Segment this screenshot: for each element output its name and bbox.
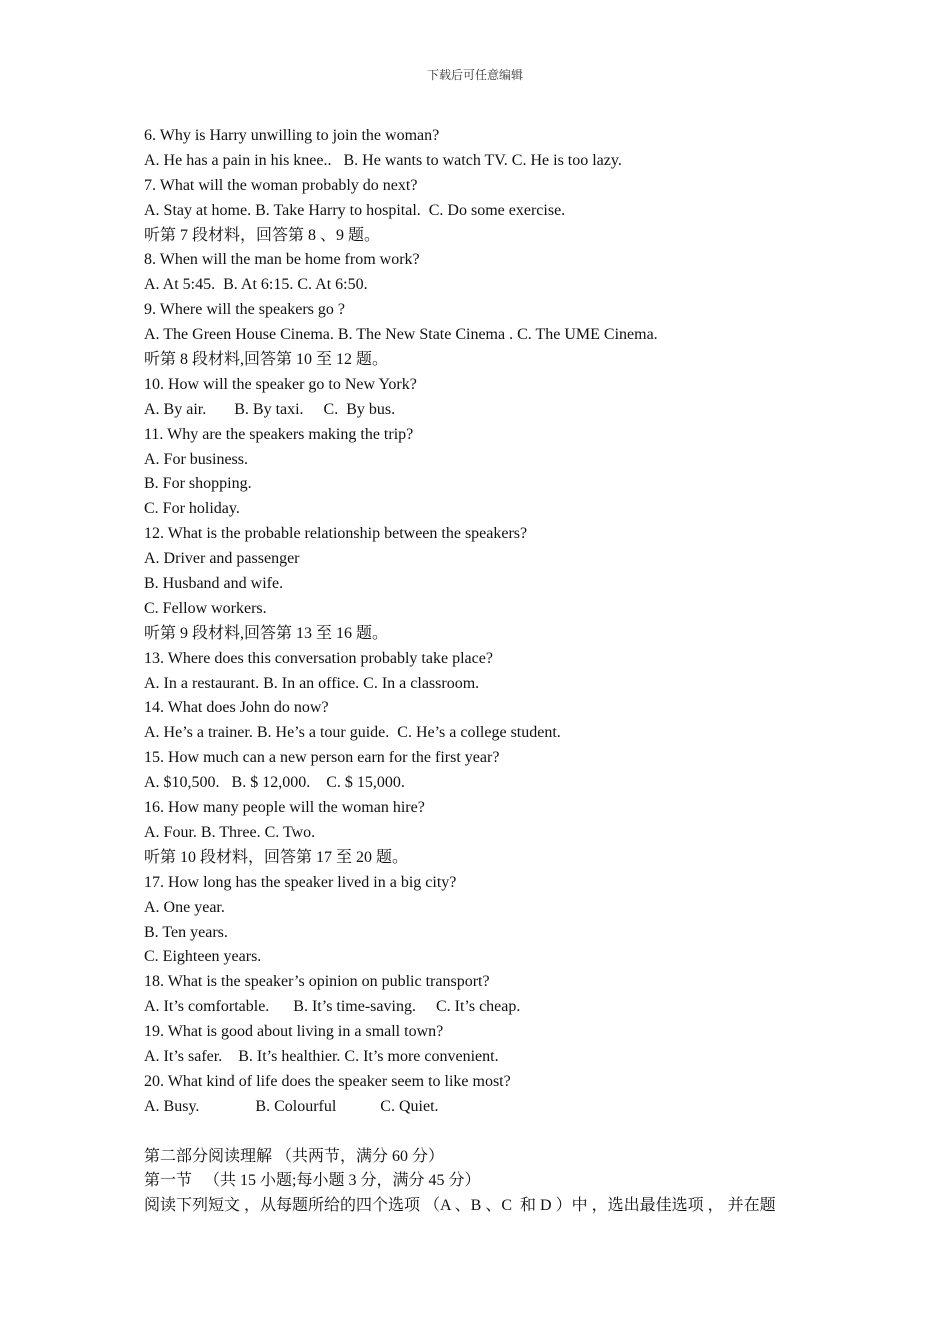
page-header: 下载后可任意编辑 (426, 68, 523, 82)
section-line: 第二部分阅读理解 （共两节，满分 60 分） (144, 1147, 445, 1165)
text-line: 18. What is the speaker’s opinion on public transport? (144, 973, 490, 991)
text-line: B. For shopping. (144, 475, 252, 493)
text-line: 听第 7 段材料，回答第 8 、9 题。 (144, 226, 381, 244)
text-line: B. Ten years. (144, 923, 228, 941)
text-line: 19. What is good about living in a small town? (144, 1023, 444, 1041)
text-line: 6. Why is Harry unwilling to join the woman? (144, 127, 440, 144)
text-line: 14. What does John do now? (144, 699, 329, 717)
text-line: 17. How long has the speaker lived in a big city? (144, 873, 457, 891)
text-line: 8. When will the man be home from work? (144, 251, 420, 269)
text-line: 20. What kind of life does the speaker seem to like most? (144, 1072, 511, 1090)
text-line: A. Stay at home. B. Take Harry to hospital. C. Do some exercise. (144, 201, 566, 219)
text-line: A. Four. B. Three. C. Two. (144, 823, 316, 841)
text-line: A. For business. (144, 450, 249, 468)
text-line: A. $10,500. B. $ 12,000. C. $ 15,000. (144, 774, 405, 792)
text-line: A. He’s a trainer. B. He’s a tour guide. C. He’s a college student. (144, 724, 561, 742)
text-line: A. Busy. B. Colourful C. Quiet. (144, 1097, 439, 1115)
text-line: 听第 10 段材料，回答第 17 至 20 题。 (144, 848, 409, 866)
text-line: C. Eighteen years. (144, 948, 262, 966)
listening-questions (144, 124, 824, 1120)
text-line: B. Husband and wife. (144, 575, 284, 593)
text-line: A. He has a pain in his knee.. B. He wants to watch TV. C. He is too lazy. (144, 151, 622, 169)
text-line: 11. Why are the speakers making the trip? (144, 425, 414, 443)
text-line: A. By air. B. By taxi. C. By bus. (144, 400, 396, 418)
text-line: 9. Where will the speakers go ? (144, 301, 345, 319)
text-line: A. In a restaurant. B. In an office. C. In a classroom. (144, 674, 480, 692)
text-line: 7. What will the woman probably do next? (144, 176, 418, 194)
text-line: A. Driver and passenger (144, 550, 300, 568)
section-gap (144, 1120, 824, 1145)
section-line: 阅读下列短文 ，从每题所给的四个选项 （A 、B 、C 和 D ）中 ，选出最佳选项 ， 并在题 (144, 1197, 776, 1215)
text-line: C. For holiday. (144, 500, 240, 518)
text-line: 听第 9 段材料,回答第 13 至 16 题。 (144, 624, 389, 642)
text-line: A. At 5:45. B. At 6:15. C. At 6:50. (144, 276, 368, 294)
section-line: 第一节 （共 15 小题;每小题 3 分，满分 45 分） (144, 1172, 481, 1190)
text-line: A. It’s safer. B. It’s healthier. C. It’s more convenient. (144, 1047, 499, 1065)
text-line: 13. Where does this conversation probably take place? (144, 649, 493, 667)
text-line: C. Fellow workers. (144, 599, 267, 617)
text-line: A. It’s comfortable. B. It’s time-saving. C. It’s cheap. (144, 998, 521, 1016)
text-line: A. The Green House Cinema. B. The New State Cinema . C. The UME Cinema. (144, 326, 658, 344)
text-line: 10. How will the speaker go to New York? (144, 375, 417, 393)
text-line: 12. What is the probable relationship between the speakers? (144, 525, 528, 543)
text-line: 15. How much can a new person earn for the first year? (144, 749, 500, 767)
text-line: A. One year. (144, 898, 225, 916)
text-line: 听第 8 段材料,回答第 10 至 12 题。 (144, 351, 389, 369)
document-body (144, 124, 824, 1219)
text-line: 16. How many people will the woman hire? (144, 799, 425, 817)
reading-section (144, 1145, 824, 1220)
